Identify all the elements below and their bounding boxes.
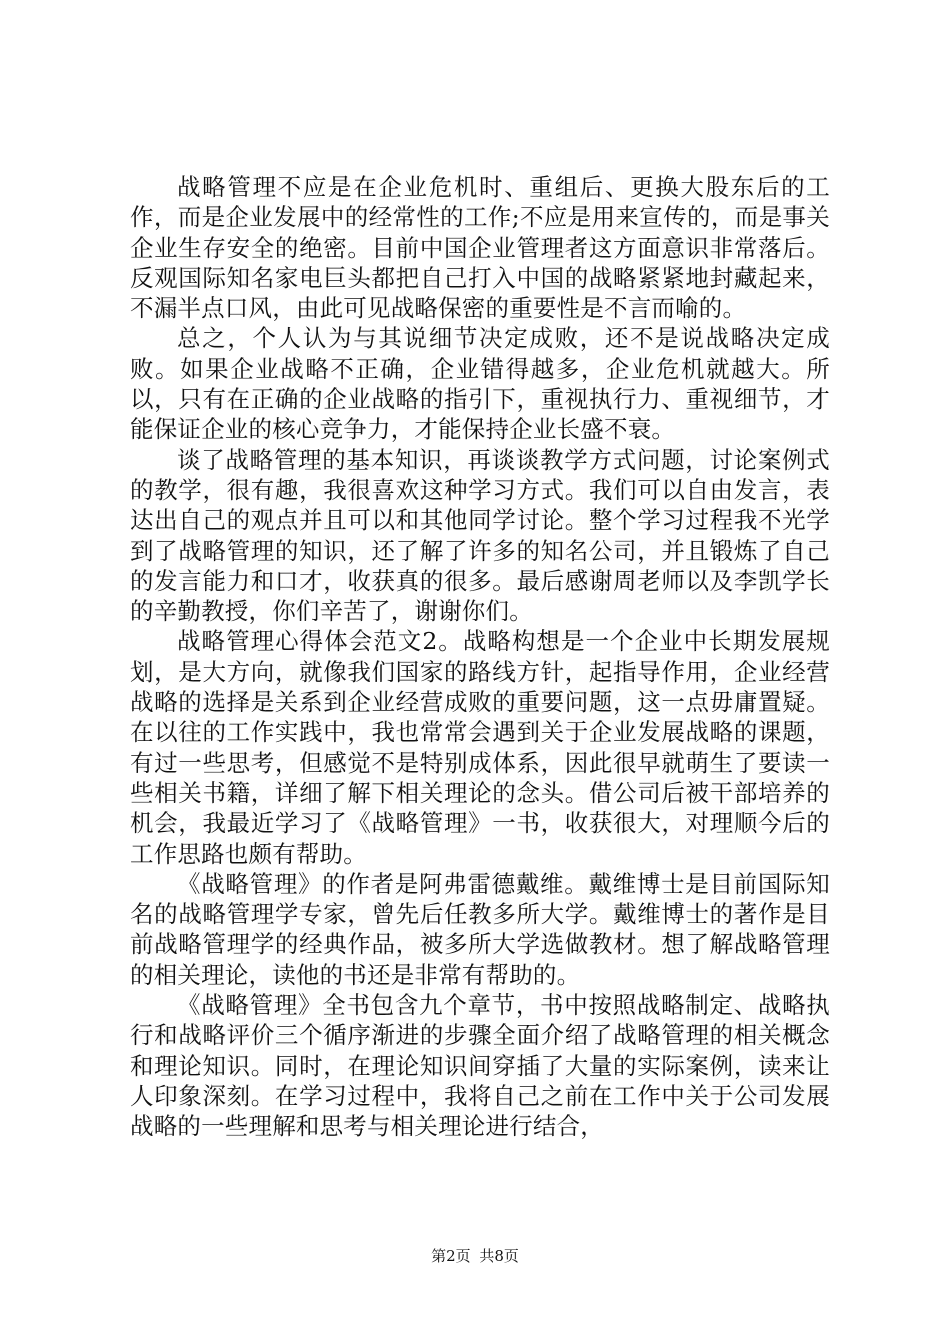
page-total: 共8页 bbox=[479, 1247, 519, 1265]
paragraph: 谈了战略管理的基本知识，再谈谈教学方式问题，讨论案例式的教学，很有趣，我很喜欢这种学习方式。我们可以自由发言，表达出自己的观点并且可以和其他同学讨论。整个学习过程我不光学到了战略管理的知识，还了解了许多的知名公司，并且锻炼了自己的发言能力和口才，收获真的很多。最后感谢周老师以及李凯学长的辛勤教授，你们辛苦了，谢谢你们。 bbox=[130, 445, 830, 626]
paragraph: 战略管理心得体会范文2。战略构想是一个企业中长期发展规划，是大方向，就像我们国家的路线方针，起指导作用，企业经营战略的选择是关系到企业经营成败的重要问题，这一点毋庸置疑。在以往的工作实践中，我也常常会遇到关于企业发展战略的课题，有过一些思考，但感觉不是特别成体系，因此很早就萌生了要读一些相关书籍，详细了解下相关理论的念头。借公司后被干部培养的机会，我最近学习了《战略管理》一书，收获很大，对理顺今后的工作思路也颇有帮助。 bbox=[130, 627, 830, 868]
paragraph: 总之，个人认为与其说细节决定成败，还不是说战略决定成败。如果企业战略不正确，企业错得越多，企业危机就越大。所以，只有在正确的企业战略的指引下，重视执行力、重视细节，才能保证企业的核心竞争力，才能保持企业长盛不衰。 bbox=[130, 324, 830, 444]
paragraph: 《战略管理》全书包含九个章节，书中按照战略制定、战略执行和战略评价三个循序渐进的步骤全面介绍了战略管理的相关概念和理论知识。同时，在理论知识间穿插了大量的实际案例，读来让人印象深刻。在学习过程中，我将自己之前在工作中关于公司发展战略的一些理解和思考与相关理论进行结合， bbox=[130, 991, 830, 1141]
document-body bbox=[130, 172, 830, 1142]
paragraph: 战略管理不应是在企业危机时、重组后、更换大股东后的工作，而是企业发展中的经常性的工作;不应是用来宣传的，而是事关企业生存安全的绝密。目前中国企业管理者这方面意识非常落后。反观国际知名家电巨头都把自己打入中国的战略紧紧地封藏起来，不漏半点口风，由此可见战略保密的重要性是不言而喻的。 bbox=[130, 173, 830, 323]
page-footer bbox=[0, 1245, 950, 1266]
page-number: 第2页 bbox=[431, 1247, 471, 1265]
paragraph: 《战略管理》的作者是阿弗雷德戴维。戴维博士是目前国际知名的战略管理学专家，曾先后任教多所大学。戴维博士的著作是目前战略管理学的经典作品，被多所大学选做教材。想了解战略管理的相关理论，读他的书还是非常有帮助的。 bbox=[130, 869, 830, 989]
